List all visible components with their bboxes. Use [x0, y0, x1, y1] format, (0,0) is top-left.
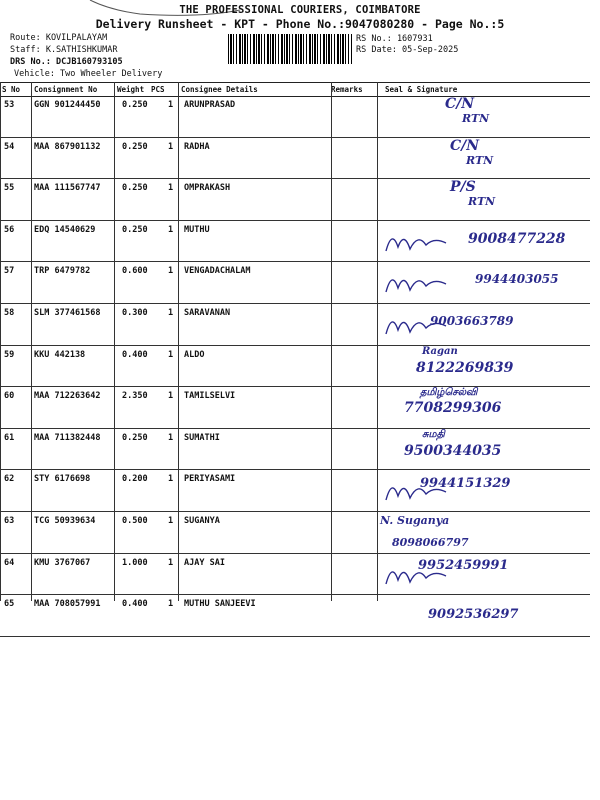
- row-consignment: GGN 901244450: [34, 100, 101, 110]
- runsheet-title: Delivery Runsheet - KPT - Phone No.:9047080280 - Page No.:5: [95, 17, 505, 31]
- handwritten-signature: 9952459991: [418, 557, 509, 573]
- table-row: [0, 221, 590, 263]
- handwritten-signature: 9003663789: [430, 313, 514, 328]
- row-consignment: KMU 3767067: [34, 557, 91, 568]
- handwritten-signature: N. Suganya: [380, 513, 450, 527]
- table-row: [0, 96, 590, 138]
- table-row: [0, 179, 590, 221]
- row-pcs: 1: [168, 557, 174, 568]
- table-row: [0, 387, 590, 429]
- handwritten-signature: 9944151329: [420, 476, 511, 492]
- handwritten-signature: தமிழ்செல்வி: [420, 387, 478, 399]
- table-row: [0, 512, 590, 554]
- row-sno: 57: [4, 266, 15, 277]
- rs-date: RS Date: 05-Sep-2025: [356, 45, 459, 55]
- row-pcs: 1: [168, 224, 174, 235]
- drs-label: DRS No.: DCJB160793105: [10, 57, 123, 67]
- table-row: [0, 138, 590, 180]
- table-row: [0, 470, 590, 512]
- row-weight: 0.250: [122, 100, 148, 110]
- row-consignee: OMPRAKASH: [184, 183, 231, 194]
- staff-label: Staff: K.SATHISHKUMAR: [10, 45, 118, 55]
- handwritten-signature: Ragan: [422, 345, 458, 357]
- handwritten-note: RTN: [462, 112, 490, 125]
- col-consignee: Consignee Details: [181, 85, 258, 94]
- rs-number: RS No.: 1607931: [356, 34, 433, 44]
- row-consignment: TCG 50939634: [34, 515, 96, 526]
- row-weight: 1.000: [122, 557, 148, 568]
- row-weight: 0.400: [122, 599, 148, 610]
- row-consignment: STY 6176698: [34, 474, 91, 485]
- signature-scribble: [382, 227, 452, 257]
- row-consignment: TRP 6479782: [34, 266, 91, 277]
- row-sno: 54: [4, 141, 15, 152]
- row-weight: 0.200: [122, 474, 148, 485]
- row-consignment: SLM 377461568: [34, 307, 101, 318]
- row-pcs: 1: [168, 432, 174, 443]
- row-weight: 0.250: [122, 224, 148, 235]
- company-title: THE PROFESSIONAL COURIERS, COIMBATORE: [179, 4, 421, 16]
- table-row: [0, 595, 590, 637]
- row-pcs: 1: [168, 266, 174, 277]
- handwritten-note: 9500344035: [404, 442, 502, 459]
- handwritten-signature: 9092536297: [428, 607, 519, 623]
- row-weight: 0.600: [122, 266, 148, 277]
- handwritten-signature: C/N: [450, 137, 480, 154]
- row-consignment: MAA 867901132: [34, 141, 101, 152]
- row-weight: 0.250: [122, 141, 148, 152]
- row-consignee: SARAVANAN: [184, 307, 231, 318]
- row-weight: 0.250: [122, 183, 148, 194]
- row-consignment: MAA 712263642: [34, 391, 101, 402]
- handwritten-note: 8122269839: [416, 359, 514, 376]
- row-weight: 0.300: [122, 307, 148, 318]
- row-consignee: MUTHU SANJEEVI: [184, 599, 256, 610]
- row-consignee: ALDO: [184, 349, 205, 360]
- signature-scribble: [382, 560, 452, 590]
- row-sno: 62: [4, 474, 15, 485]
- table-row: [0, 304, 590, 346]
- handwritten-signature: P/S: [450, 179, 476, 196]
- row-sno: 60: [4, 391, 15, 402]
- row-consignee: VENGADACHALAM: [184, 266, 251, 277]
- col-seal: Seal & Signature: [385, 85, 458, 94]
- row-sno: 56: [4, 224, 15, 235]
- col-pcs: PCS: [151, 85, 165, 94]
- handwritten-note: 7708299306: [404, 400, 502, 417]
- row-pcs: 1: [168, 515, 174, 526]
- row-pcs: 1: [168, 391, 174, 402]
- signature-scribble: [382, 310, 452, 340]
- table-row: [0, 554, 590, 596]
- row-sno: 63: [4, 515, 15, 526]
- row-pcs: 1: [168, 349, 174, 360]
- row-consignment: MAA 111567747: [34, 183, 101, 194]
- row-consignee: RADHA: [184, 141, 210, 152]
- row-consignee: TAMILSELVI: [184, 391, 236, 402]
- row-pcs: 1: [168, 100, 174, 110]
- handwritten-signature: சுமதி: [422, 428, 445, 440]
- table-row: [0, 262, 590, 304]
- col-remarks: Remarks: [331, 85, 363, 94]
- row-consignment: KKU 442138: [34, 349, 86, 360]
- table-row: [0, 346, 590, 388]
- row-weight: 2.350: [122, 391, 148, 402]
- col-consignment: Consignment No: [34, 85, 98, 94]
- row-weight: 0.500: [122, 515, 148, 526]
- row-consignment: EDQ 14540629: [34, 224, 96, 235]
- handwritten-signature: C/N: [445, 96, 475, 112]
- handwritten-signature: 9944403055: [475, 272, 559, 287]
- row-pcs: 1: [168, 599, 174, 610]
- row-pcs: 1: [168, 141, 174, 152]
- signature-scribble: [382, 476, 452, 506]
- runsheet-table: [0, 96, 590, 637]
- row-consignee: SUGANYA: [184, 515, 220, 526]
- row-consignee: SUMATHI: [184, 432, 220, 443]
- route-label: Route: KOVILPALAYAM: [10, 33, 108, 43]
- row-consignee: PERIYASAMI: [184, 474, 236, 485]
- table-row: [0, 429, 590, 471]
- row-pcs: 1: [168, 474, 174, 485]
- row-sno: 61: [4, 432, 15, 443]
- row-consignment: MAA 708057991: [34, 599, 101, 610]
- col-sno: S No: [2, 85, 21, 94]
- row-sno: 64: [4, 557, 15, 568]
- row-pcs: 1: [168, 307, 174, 318]
- row-sno: 55: [4, 183, 15, 194]
- row-sno: 58: [4, 307, 15, 318]
- row-consignee: MUTHU: [184, 224, 210, 235]
- row-sno: 65: [4, 599, 15, 610]
- row-pcs: 1: [168, 183, 174, 194]
- row-weight: 0.250: [122, 432, 148, 443]
- handwritten-note: RTN: [468, 195, 496, 209]
- handwritten-note: 8098066797: [392, 535, 469, 549]
- table-header: [0, 82, 590, 97]
- signature-scribble: [382, 268, 452, 298]
- row-weight: 0.400: [122, 349, 148, 360]
- row-consignment: MAA 711382448: [34, 432, 101, 443]
- handwritten-signature: 9008477228: [468, 230, 566, 247]
- row-sno: 53: [4, 100, 15, 110]
- row-sno: 59: [4, 349, 15, 360]
- col-weight: Weight: [117, 85, 145, 94]
- vehicle-label: Vehicle: Two Wheeler Delivery: [14, 69, 163, 79]
- handwritten-note: RTN: [466, 153, 494, 167]
- barcode: [228, 34, 352, 64]
- row-consignee: AJAY SAI: [184, 557, 225, 568]
- row-consignee: ARUNPRASAD: [184, 100, 236, 110]
